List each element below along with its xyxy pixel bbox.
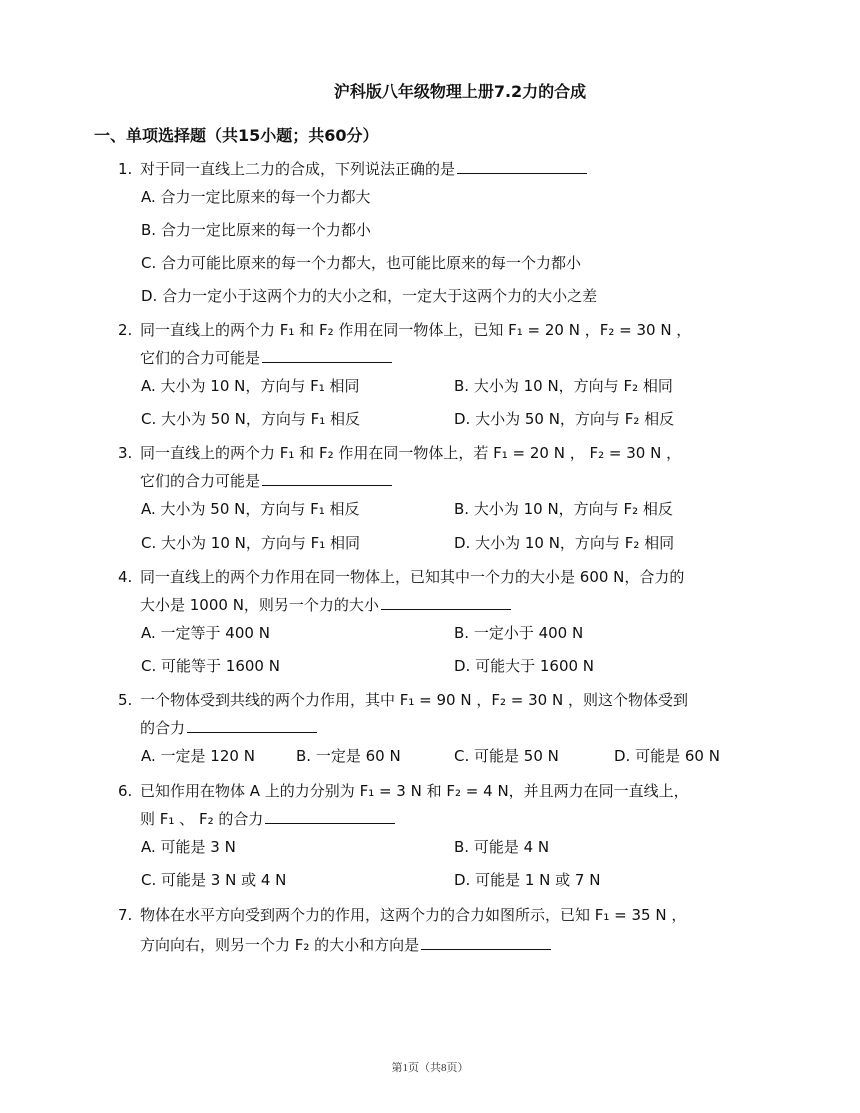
option-c: C. 大小为 50 N，方向与 F₁ 相反 [141, 410, 361, 428]
answer-blank [421, 935, 551, 950]
question-4-stem-cont [140, 595, 511, 615]
answer-blank [457, 159, 587, 174]
question-number: 1. [118, 160, 133, 178]
answer-blank [265, 809, 395, 824]
option-b: B. 大小为 10 N，方向与 F₂ 相反 [454, 500, 673, 518]
question-number: 2. [118, 321, 133, 339]
option-a: A. 一定是 120 N [141, 747, 255, 765]
option-c: C. 可能是 3 N 或 4 N [141, 871, 287, 889]
question-number: 3. [118, 444, 133, 462]
option-b: B. 一定小于 400 N [454, 624, 584, 642]
question-number: 5. [118, 691, 133, 709]
question-text: 方向向右，则另一个力 F₂ 的大小和方向是 [140, 936, 420, 954]
option-b: B. 合力一定比原来的每一个力都小 [141, 221, 371, 239]
answer-blank [262, 348, 392, 363]
option-a: A. 大小为 50 N，方向与 F₁ 相反 [141, 500, 360, 518]
option-d: D. 合力一定小于这两个力的大小之和，一定大于这两个力的大小之差 [141, 287, 598, 305]
option-a: A. 合力一定比原来的每一个力都大 [141, 188, 371, 206]
question-number: 4. [118, 568, 133, 586]
option-c: C. 可能是 50 N [454, 747, 559, 765]
answer-blank [381, 595, 511, 610]
question-6-stem-cont [140, 809, 395, 829]
question-text: 对于同一直线上二力的合成，下列说法正确的是 [140, 160, 456, 178]
option-d: D. 大小为 10 N，方向与 F₂ 相同 [454, 534, 675, 552]
question-text: 它们的合力可能是 [140, 349, 261, 367]
question-text: 的合力 [140, 719, 186, 737]
option-c: C. 合力可能比原来的每一个力都大，也可能比原来的每一个力都小 [141, 254, 582, 272]
question-number: 6. [118, 782, 133, 800]
question-text: 物体在水平方向受到两个力的作用，这两个力的合力如图所示，已知 F₁ = 35 N ， [140, 906, 687, 924]
question-2-stem [118, 320, 691, 340]
option-d: D. 可能是 60 N [614, 747, 720, 765]
answer-blank [187, 718, 317, 733]
question-text: 已知作用在物体 A 上的力分别为 F₁ = 3 N 和 F₂ = 4 N，并且两力在同一直线上， [140, 782, 689, 800]
question-number: 7. [118, 906, 133, 924]
section-heading: 一、单项选择题（共15小题；共60分） [94, 126, 379, 145]
option-d: D. 可能大于 1600 N [454, 657, 595, 675]
option-a: A. 大小为 10 N，方向与 F₁ 相同 [141, 377, 360, 395]
question-text: 同一直线上的两个力 F₁ 和 F₂ 作用在同一物体上，若 F₁ = 20 N ， F₂ = 30 N ， [140, 444, 682, 462]
question-text: 一个物体受到共线的两个力作用，其中 F₁ = 90 N ，F₂ = 30 N ，则这个物体受到 [140, 691, 688, 709]
option-c: C. 大小为 10 N，方向与 F₁ 相同 [141, 534, 361, 552]
question-text: 则 F₁ 、 F₂ 的合力 [140, 810, 264, 828]
option-b: B. 大小为 10 N，方向与 F₂ 相同 [454, 377, 673, 395]
answer-blank [262, 471, 392, 486]
option-b: B. 可能是 4 N [454, 838, 550, 856]
page-title: 沪科版八年级物理上册7.2力的合成 [333, 82, 587, 101]
question-text: 同一直线上的两个力 F₁ 和 F₂ 作用在同一物体上，已知 F₁ = 20 N ，F₂ = 30 N ， [140, 321, 692, 339]
page-footer: 第1页（共8页） [391, 1062, 469, 1074]
question-text: 大小是 1000 N，则另一个力的大小 [140, 596, 379, 614]
option-b: B. 一定是 60 N [296, 747, 401, 765]
question-6-stem [118, 781, 689, 801]
question-5-stem [118, 690, 688, 710]
option-d: D. 可能是 1 N 或 7 N [454, 871, 601, 889]
question-text: 同一直线上的两个力作用在同一物体上，已知其中一个力的大小是 600 N，合力的 [140, 568, 685, 586]
option-c: C. 可能等于 1600 N [141, 657, 280, 675]
question-5-stem-cont [140, 718, 317, 738]
question-7-stem [118, 905, 686, 925]
option-a: A. 可能是 3 N [141, 838, 236, 856]
option-a: A. 一定等于 400 N [141, 624, 270, 642]
question-1-stem [118, 159, 587, 179]
question-3-stem-cont [140, 471, 392, 491]
option-d: D. 大小为 50 N，方向与 F₂ 相反 [454, 410, 675, 428]
question-4-stem [118, 567, 684, 587]
question-text: 它们的合力可能是 [140, 472, 261, 490]
question-2-stem-cont [140, 348, 392, 368]
question-7-stem-cont [140, 935, 551, 955]
question-3-stem [118, 443, 681, 463]
